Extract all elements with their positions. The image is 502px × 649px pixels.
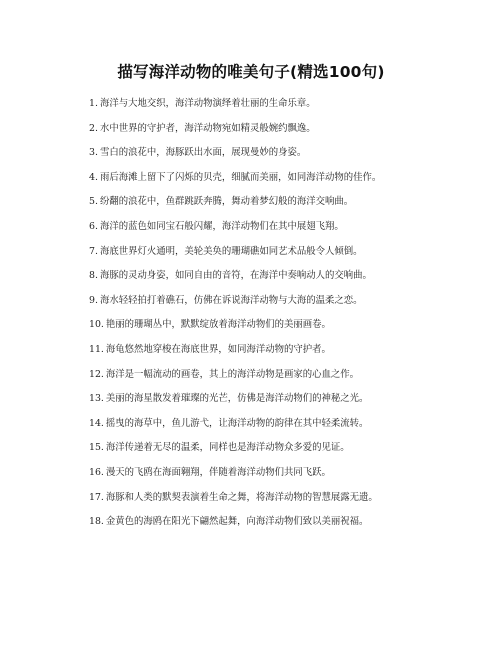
item-number: 6.: [89, 220, 98, 232]
list-item: [89, 363, 469, 388]
item-text: 艳丽的珊瑚丛中，默默绽放着海洋动物们的美丽画卷。: [105, 319, 331, 331]
list-item: [89, 313, 469, 338]
item-number: 16.: [89, 466, 104, 478]
list-item: [89, 338, 469, 363]
item-number: 12.: [89, 368, 104, 380]
item-number: 4.: [89, 171, 98, 183]
item-number: 7.: [89, 245, 98, 257]
item-text: 金黄色的海鸥在阳光下翩然起舞，向海洋动物们致以美丽祝福。: [105, 516, 369, 528]
list-item: [89, 240, 469, 265]
item-number: 10.: [89, 319, 104, 331]
list-item: [89, 412, 469, 437]
item-text: 摇曳的海草中，鱼儿游弋，让海洋动物的韵律在其中轻柔流转。: [105, 417, 369, 429]
item-text: 漫天的飞鸥在海面翱翔，伴随着海洋动物们共同飞跃。: [105, 466, 331, 478]
item-number: 2.: [89, 122, 98, 134]
item-text: 海豚和人类的默契表演着生命之舞，将海洋动物的智慧展露无遗。: [105, 491, 378, 503]
list-item: [89, 289, 469, 314]
list-item: [89, 166, 469, 191]
item-text: 海洋的蓝色如同宝石般闪耀，海洋动物们在其中展翅飞翔。: [99, 220, 344, 232]
list-item: [89, 486, 469, 511]
list-item: [89, 117, 469, 142]
list-item: [89, 461, 469, 486]
item-text: 雪白的浪花中，海豚跃出水面，展现曼妙的身姿。: [99, 147, 307, 159]
item-number: 9.: [89, 294, 98, 306]
item-number: 13.: [89, 393, 104, 405]
item-number: 14.: [89, 417, 104, 429]
item-text: 海底世界灯火通明，美轮美奂的珊瑚礁如同艺术品般令人倾倒。: [99, 245, 363, 257]
list-item: [89, 264, 469, 289]
item-text: 雨后海滩上留下了闪烁的贝壳，细腻而美丽，如同海洋动物的佳作。: [99, 171, 382, 183]
item-number: 17.: [89, 491, 104, 503]
item-text: 美丽的海星散发着璀璨的光芒，仿佛是海洋动物们的神秘之光。: [105, 393, 369, 405]
item-text: 纷翻的浪花中，鱼群跳跃奔腾，舞动着梦幻般的海洋交响曲。: [99, 196, 354, 208]
item-number: 11.: [89, 343, 104, 355]
item-text: 海洋传递着无尽的温柔，同样也是海洋动物众多爱的见证。: [105, 442, 350, 454]
list-item: [89, 436, 469, 461]
list-item: [89, 92, 469, 117]
item-text: 海洋与大地交织，海洋动物演绎着壮丽的生命乐章。: [99, 98, 316, 109]
item-text: 海龟悠然地穿梭在海底世界，如同海洋动物的守护者。: [105, 343, 331, 355]
document-title: 描写海洋动物的唯美句子(精选100句): [117, 63, 385, 81]
item-number: 15.: [89, 442, 104, 454]
item-number: 8.: [89, 270, 98, 282]
item-text: 海豚的灵动身姿，如同自由的音符，在海洋中奏响动人的交响曲。: [99, 270, 372, 282]
list-item: [89, 190, 469, 215]
item-text: 海洋是一幅流动的画卷，其上的海洋动物是画家的心血之作。: [105, 368, 360, 380]
list-item: [89, 141, 469, 166]
item-text: 水中世界的守护者，海洋动物宛如精灵般婉约飘逸。: [99, 122, 316, 134]
item-number: 1.: [89, 98, 98, 109]
list-item: [89, 387, 469, 412]
list-item: [89, 215, 469, 240]
item-number: 5.: [89, 196, 98, 208]
item-text: 海水轻轻拍打着礁石，仿佛在诉说海洋动物与大海的温柔之恋。: [99, 294, 363, 306]
list-item: [89, 510, 469, 535]
sentence-list: [89, 92, 469, 535]
item-number: 3.: [89, 147, 98, 159]
item-number: 18.: [89, 516, 104, 528]
